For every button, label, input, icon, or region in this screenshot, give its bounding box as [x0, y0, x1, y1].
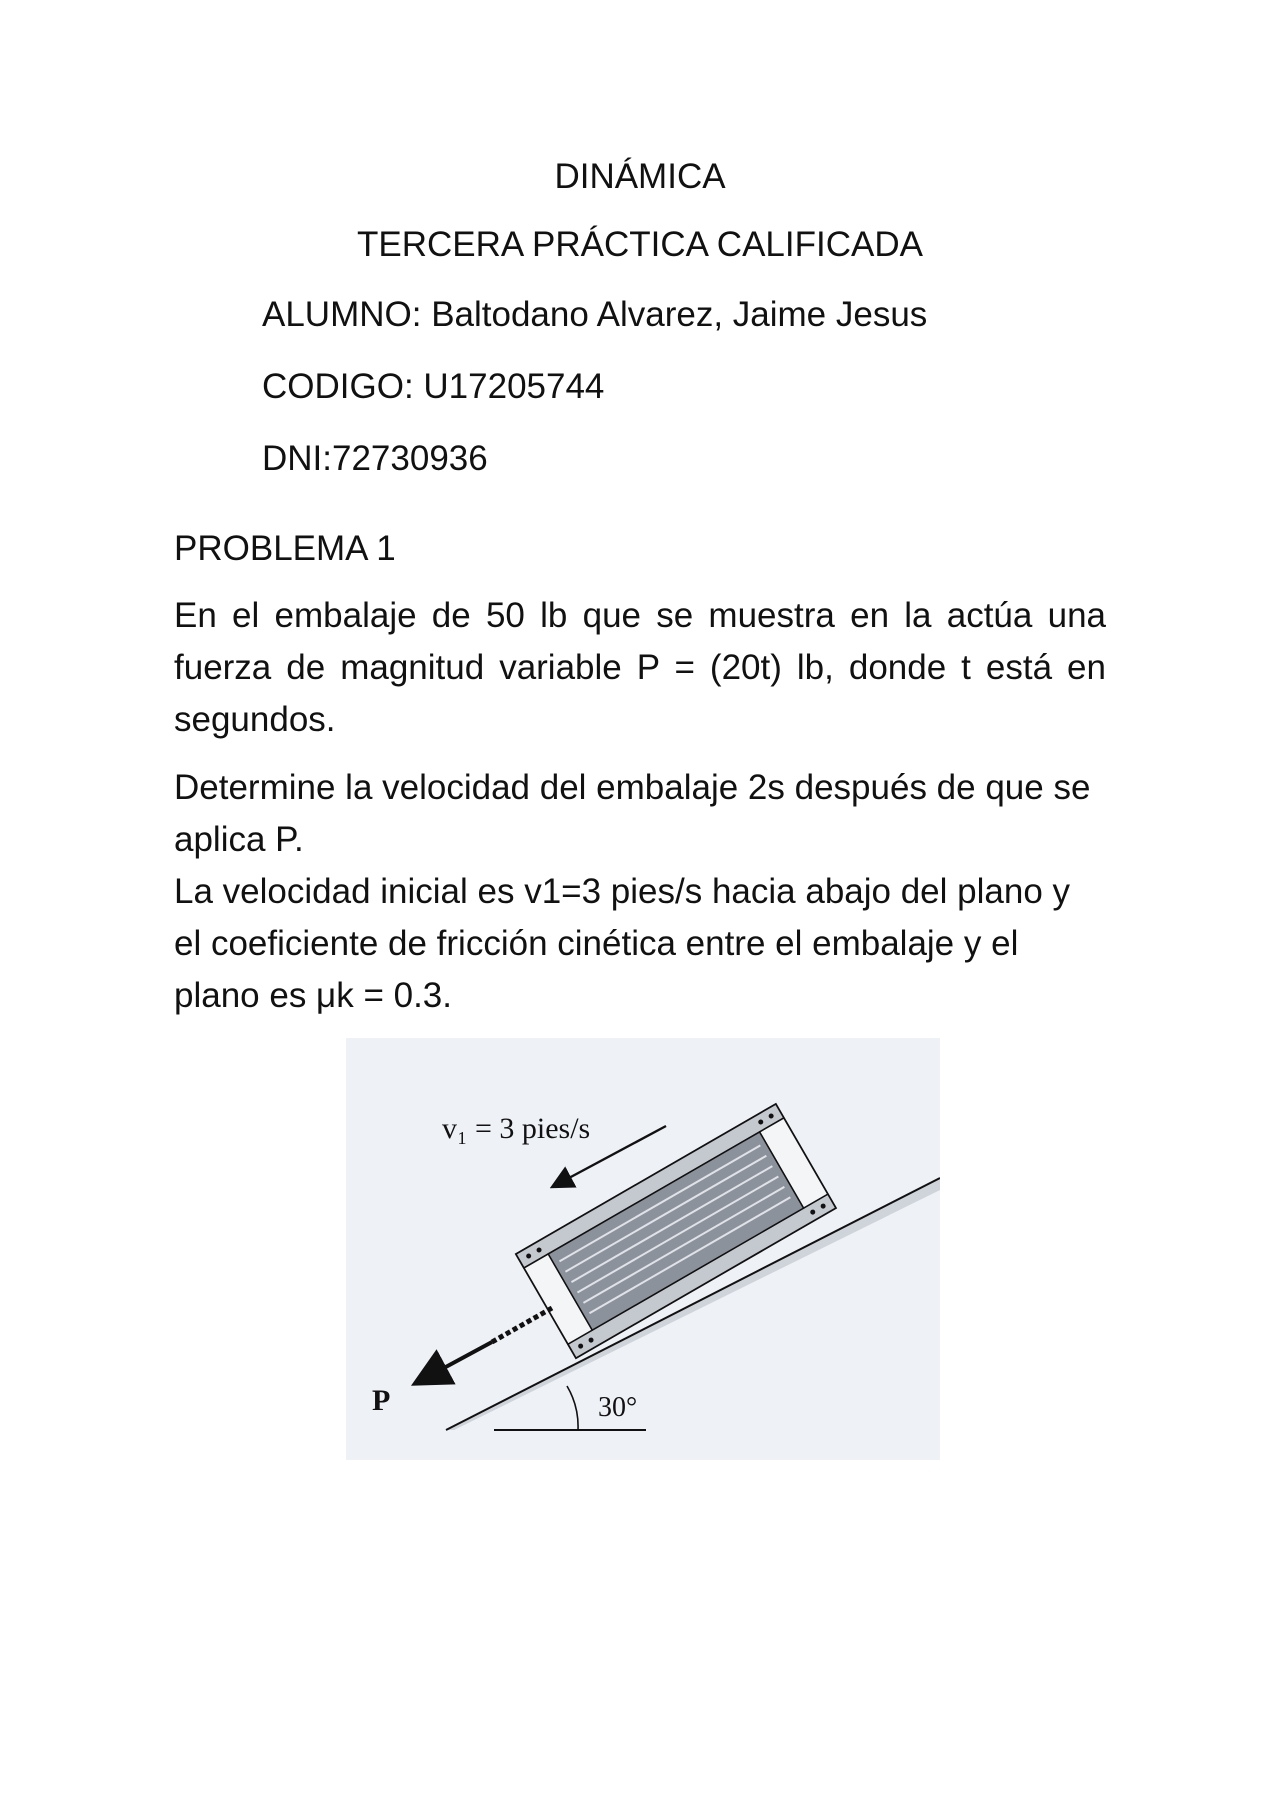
- force-label: P: [372, 1384, 391, 1417]
- student-name: ALUMNO: Baltodano Alvarez, Jaime Jesus: [262, 295, 928, 334]
- force-arrow: [418, 1342, 492, 1382]
- problem-question: Determine la velocidad del embalaje 2s después de que se aplica P.: [174, 768, 1091, 859]
- rope: [492, 1308, 552, 1342]
- student-code: CODIGO: U17205744: [262, 367, 605, 406]
- velocity-label: v₁ = 3 pies/s: [442, 1112, 591, 1145]
- angle-arc: [567, 1386, 578, 1430]
- problem-heading: PROBLEMA 1: [174, 529, 396, 568]
- crate-incline-diagram: [346, 1038, 940, 1460]
- problem-statement: En el embalaje de 50 lb que se muestra en la actúa una fuerza de magnitud variable P = (20t) lb, donde t está en segundos.: [174, 596, 1106, 739]
- student-dni: DNI:72730936: [262, 439, 488, 478]
- course-title: DINÁMICA: [554, 157, 726, 196]
- exam-title: TERCERA PRÁCTICA CALIFICADA: [357, 225, 923, 264]
- problem-figure: [346, 1038, 940, 1460]
- problem-conditions: La velocidad inicial es v1=3 pies/s hacia abajo del plano y el coeficiente de fricción cinética entre el embalaje y el plano es μk = 0.3.: [174, 872, 1071, 1015]
- angle-label: 30°: [598, 1392, 638, 1423]
